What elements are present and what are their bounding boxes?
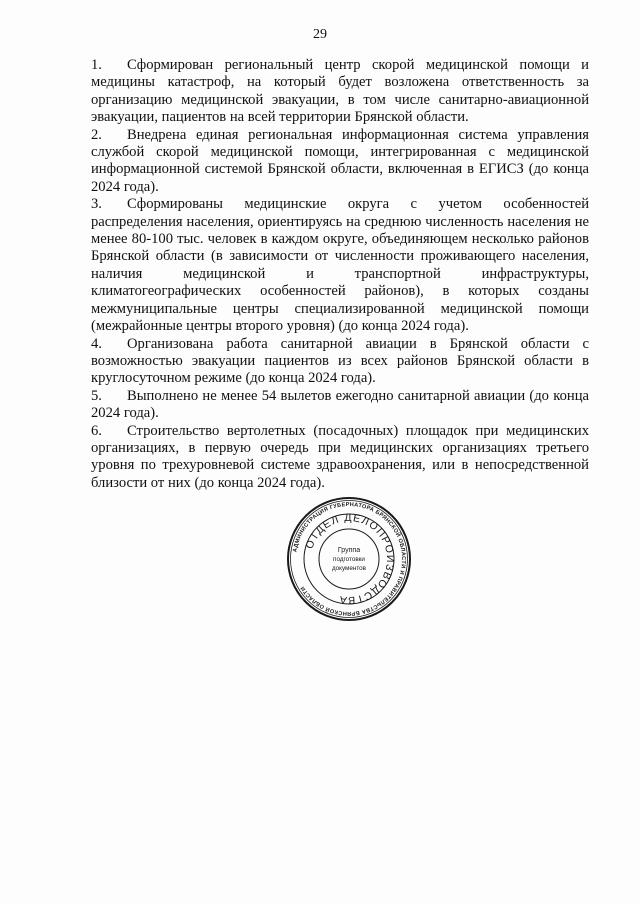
- stamp-outer-ring-text: АДМИНИСТРАЦИЯ ГУБЕРНАТОРА БРЯНСКОЙ ОБЛАСТИ И ПРАВИТЕЛЬСТВА БРЯНСКОЙ ОБЛАСТИ: [292, 501, 407, 617]
- stamp-inner-ring-text: ОТДЕЛ ДЕЛОПРОИЗВОДСТВА: [303, 511, 397, 607]
- list-item-1: [91, 57, 589, 127]
- list-item-text: Строительство вертолетных (посадочных) площадок при медицинских организациях, в первую очередь при медицинских организациях третьего уровня по трехуровневой системе здравоохранения, или в непосредственной близости от них (до конца 2024 года).: [91, 422, 589, 491]
- list-item-6: [91, 423, 589, 493]
- stamp-center-line-2: подготовки: [333, 556, 365, 563]
- list-item-2: [91, 127, 589, 197]
- document-body: [91, 57, 589, 492]
- list-item-number: 4.: [91, 335, 102, 352]
- stamp-seal-icon: [286, 496, 412, 622]
- list-item-3: [91, 196, 589, 335]
- list-item-text: Организована работа санитарной авиации в Брянской области с возможностью эвакуации пациентов из всех районов Брянской области в круглосуточном режиме (до конца 2024 года).: [91, 335, 589, 387]
- list-item-text: Сформированы медицинские округа с учетом особенностей распределения населения, ориентируясь на среднюю численность населения не менее 80-100 тыс. человек в каждом округе, объединяющем несколько районов Брянской области (в зависимости от численности проживающего населения, наличия медицинской и транспортной инфраструктуры, климатогеографических особенностей районов), в которых созданы межмуниципальные центры специализированной медицинской помощи (межрайонные центры второго уровня) (до конца 2024 года).: [91, 196, 589, 335]
- list-item-number: 1.: [91, 57, 102, 73]
- list-item-4: [91, 336, 589, 388]
- list-item-number: 3.: [91, 196, 102, 213]
- stamp-center-line-3: документов: [331, 565, 367, 572]
- official-stamp: [286, 496, 412, 622]
- list-item-number: 6.: [91, 422, 102, 439]
- list-item-number: 2.: [91, 126, 102, 143]
- list-item-text: Внедрена единая региональная информационная система управления службой скорой медицинской помощи, интегрированная с медицинской информационной системой Брянской области, включенная в ЕГИСЗ (до конца 2024 года).: [91, 126, 589, 195]
- list-item-text: Выполнено не менее 54 вылетов ежегодно санитарной авиации (до конца 2024 года).: [91, 387, 589, 422]
- page-number: 29: [313, 27, 327, 42]
- list-item-5: [91, 388, 589, 423]
- list-item-text: Сформирован региональный центр скорой медицинской помощи и медицины катастроф, на который будет возложена ответственность за организацию медицинской эвакуации, в том числе санитарно-авиационной эвакуации, пациентов на всей территории Брянской области.: [91, 57, 589, 126]
- stamp-center-line-1: Группа: [337, 547, 361, 554]
- list-item-number: 5.: [91, 387, 102, 404]
